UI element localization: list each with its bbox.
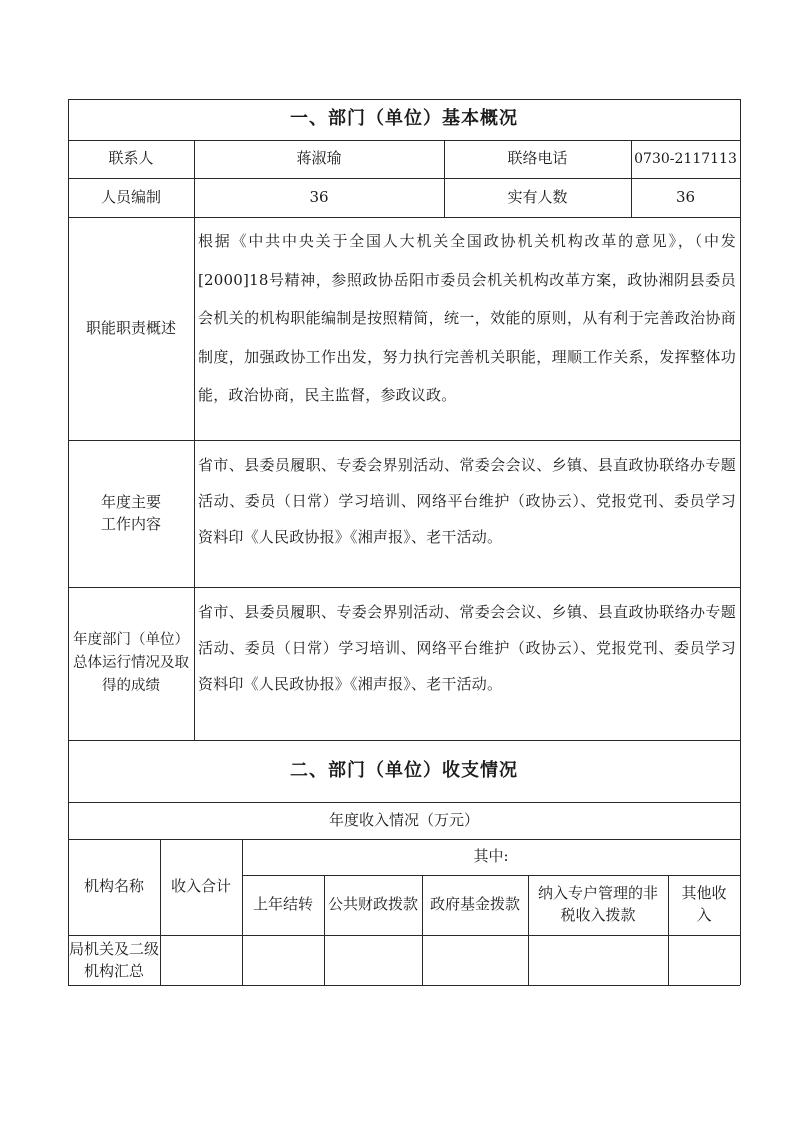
section2-title: 二、部门（单位）收支情况: [290, 759, 518, 781]
col-nontax-allocation: [528, 875, 668, 935]
col-income-total: 收入合计: [170, 877, 231, 896]
col-carryover: 上年结转: [252, 895, 313, 914]
duties-label: 职能职责概述: [85, 318, 176, 337]
col-fund-allocation: 政府基金拨款: [429, 895, 520, 914]
col-among: 其中:: [473, 847, 509, 866]
col-nontax-line1: 纳入专户管理的非: [537, 884, 658, 903]
row-label-line1: 局机关及二级: [68, 939, 159, 958]
col-other-line1: 其他收: [681, 884, 727, 903]
annual-work-text: 省市、县委员履职、专委会界别活动、常委会会议、乡镇、县直政协联络办专题活动、委员（日常）学习培训、网络平台维护（政协云）、党报党刊、委员学习资料印《人民政协报》《湘声报》、老干活动。: [198, 456, 736, 546]
results-label-line3: 得的成绩: [102, 678, 160, 695]
results-text: 省市、县委员履职、专委会界别活动、常委会会议、乡镇、县直政协联络办专题活动、委员（日常）学习培训、网络平台维护（政协云）、党报党刊、委员学习资料印《人民政协报》《湘声报》、老干活动。: [198, 603, 736, 693]
annual-work-label: [68, 440, 194, 587]
actual-count-value: 36: [675, 187, 696, 206]
col-org-name: 机构名称: [83, 877, 144, 896]
col-other-income: [668, 875, 740, 935]
staffing-value: 36: [309, 187, 329, 206]
income-table-title: 年度收入情况（万元）: [328, 810, 479, 829]
results-label: [68, 587, 194, 740]
phone-value: 0730-2117113: [634, 150, 737, 167]
actual-count-label: 实有人数: [507, 187, 568, 206]
col-fiscal-allocation: 公共财政拨款: [327, 895, 418, 914]
col-other-line2: 入: [696, 906, 712, 924]
results-label-line1: 年度部门（单位）: [73, 631, 189, 648]
contact-label: 联系人: [108, 149, 154, 168]
row-label-line2: 机构汇总: [83, 962, 144, 980]
duties-text: 根据《中共中央关于全国人大机关全国政协机关机构改革的意见》，（中发[2000]18号精神，参照政协岳阳市委员会机关机构改革方案，政协湘阴县委员会机关的机构职能编制是按照精简，统一，效能的原则，从有利于完善政治协商制度，加强政协工作出发，努力执行完善机关职能，理顺工作关系，发挥整体功能，政治协商，民主监督，参政议政。: [198, 232, 736, 404]
annual-work-label-line1: 年度主要: [100, 492, 161, 511]
phone-label: 联络电话: [507, 149, 568, 168]
annual-work-label-line2: 工作内容: [100, 514, 161, 533]
section1-title: 一、部门（单位）基本概况: [290, 108, 518, 130]
contact-value: 蒋淑瑜: [296, 149, 342, 168]
staffing-label: 人员编制: [100, 187, 161, 206]
results-label-line2: 总体运行情况及取: [73, 654, 189, 671]
col-nontax-line2: 税收入拨款: [560, 906, 636, 924]
row-org-summary-label: [68, 935, 160, 985]
